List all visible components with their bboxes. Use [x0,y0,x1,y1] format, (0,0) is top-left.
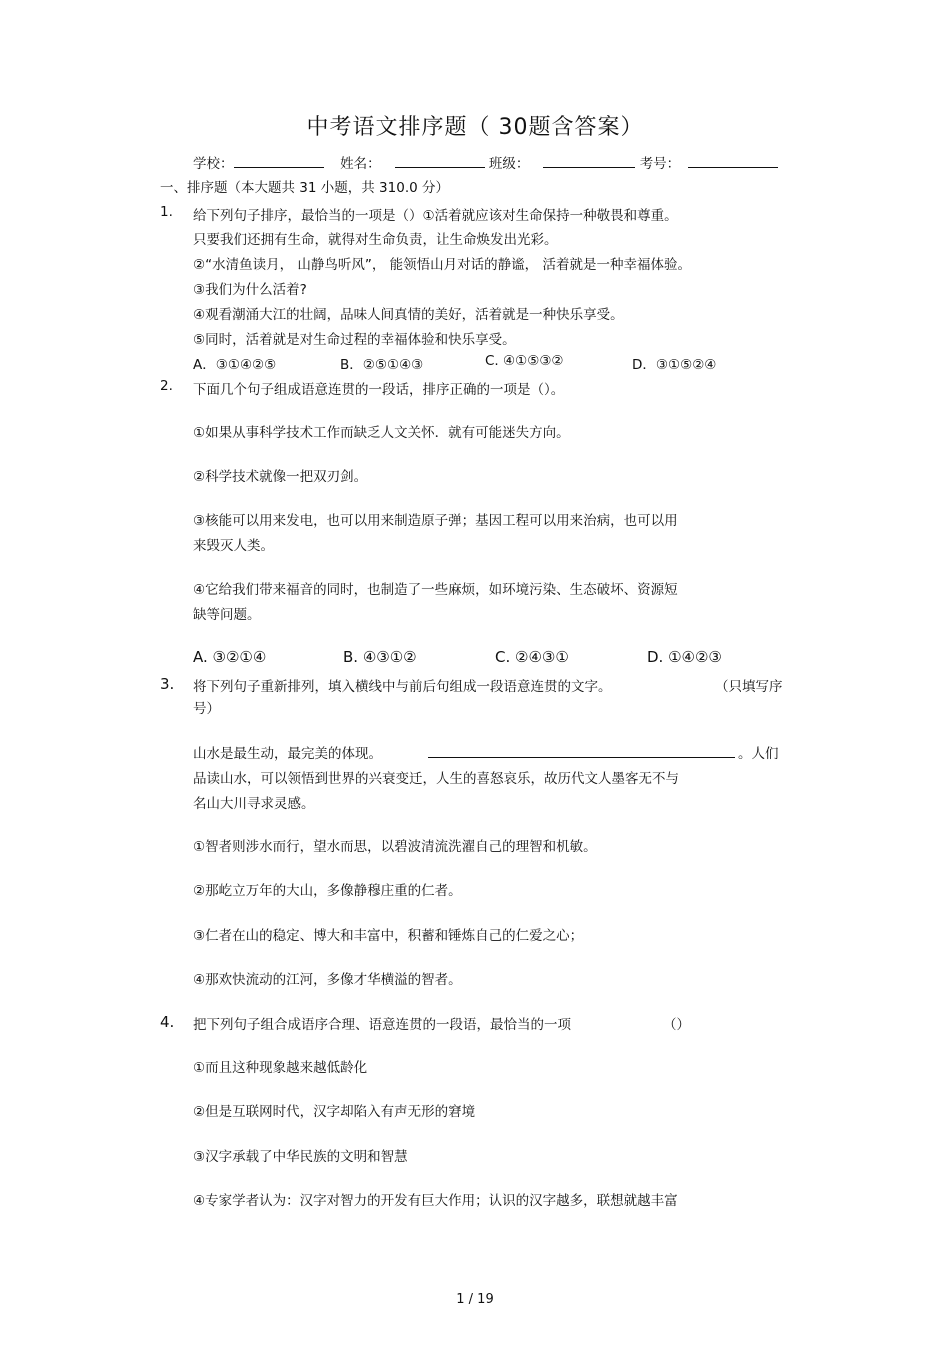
q3-passage-line-3: 名山大川寻求灵感。 [193,796,315,812]
q4-sentence-3: ③汉字承载了中华民族的文明和智慧 [193,1149,408,1165]
q1-option-d[interactable]: D．③①⑤②④ [632,357,717,373]
q3-sentence-4: ④那欢快流动的江河，多像才华横溢的智者。 [193,972,462,988]
q4-sentence-4: ④专家学者认为：汉字对智力的开发有巨大作用；认识的汉字越多，联想就越丰富 [193,1193,678,1209]
q3-stem-note: （只填写序 [715,679,783,695]
exam-no-label: 考号： [639,156,681,172]
q1-line-2: 只要我们还拥有生命，就得对生命负责，让生命焕发出光彩。 [193,232,558,248]
question-number-2: 2. [160,378,173,394]
q4-sentence-1: ①而且这种现象越来越低龄化 [193,1060,368,1076]
class-label: 班级： [488,156,530,172]
q2-sentence-3a: ③核能可以用来发电，也可以用来制造原子弹；基因工程可以用来治病，也可以用 [193,513,678,529]
q3-stem: 将下列句子重新排列，填入横线中与前后句组成一段语意连贯的文字。 [193,679,612,695]
q4-stem: 把下列句子组合成语序合理、语意连贯的一段语，最恰当的一项 [193,1017,571,1033]
q2-sentence-3b: 来毁灭人类。 [193,538,274,554]
q4-sentence-2: ②但是互联网时代，汉字却陷入有声无形的窘境 [193,1104,476,1120]
q2-option-a[interactable]: A. ③②①④ [193,648,267,666]
question-number-3: 3. [160,675,175,693]
q2-sentence-1: ①如果从事科学技术工作而缺乏人文关怀．就有可能迷失方向。 [193,425,570,441]
name-label: 姓名： [340,156,381,172]
q1-line-6: ⑤同时，活着就是对生命过程的幸福体验和快乐享受。 [193,332,516,348]
q3-passage-after-blank: 。人们 [738,746,779,762]
q2-stem: 下面几个句子组成语意连贯的一段话，排序正确的一项是（）。 [193,382,565,398]
page-number: 1 / 19 [456,1292,494,1307]
exam-no-blank[interactable] [688,153,778,168]
page-title: 中考语文排序题（ 30题含答案） [306,115,644,140]
school-label: 学校： [193,156,234,172]
section-heading: 一、排序题（本大题共 31 小题，共 310.0 分） [160,180,449,196]
q3-sentence-1: ①智者则涉水而行，望水而思，以碧波清流洗濯自己的理智和机敏。 [193,839,597,855]
class-blank[interactable] [543,153,635,168]
q4-answer-paren: （） [663,1017,690,1033]
q2-sentence-4a: ④它给我们带来福音的同时，也制造了一些麻烦，如环境污染、生态破坏、资源短 [193,582,678,598]
q3-answer-blank[interactable] [428,757,735,758]
q3-passage-line-2: 品读山水，可以领悟到世界的兴衰变迁，人生的喜怒哀乐，故历代文人墨客无不与 [193,771,679,787]
question-number-4: 4. [160,1013,175,1031]
q2-option-d[interactable]: D. ①④②③ [647,648,722,666]
q1-line-1: 给下列句子排序，最恰当的一项是（）①活着就应该对生命保持一种敬畏和尊重。 [193,208,678,224]
q1-line-5: ④观看潮涌大江的壮阔，品味人间真情的美好，活着就是一种快乐享受。 [193,307,624,323]
q3-sentence-2: ②那屹立万年的大山，多像静穆庄重的仁者。 [193,883,462,899]
q1-line-3: ②“水清鱼读月， 山静鸟听风”， 能领悟山月对话的静谧， 活着就是一种幸福体验。 [193,257,691,273]
q1-line-4: ③我们为什么活着? [193,282,307,298]
q3-sentence-3: ③仁者在山的稳定、博大和丰富中，积蓄和锤炼自己的仁爱之心； [193,928,584,944]
q2-sentence-4b: 缺等问题。 [193,607,261,623]
q3-stem-cont: 号） [193,701,220,717]
name-blank[interactable] [395,153,485,168]
question-number-1: 1. [160,204,173,220]
q1-option-b[interactable]: B．②⑤①④③ [340,357,424,373]
q2-sentence-2: ②科学技术就像一把双刃剑。 [193,469,368,485]
exam-info-header [193,152,778,172]
school-blank[interactable] [234,153,324,168]
q2-option-b[interactable]: B. ④③①② [343,648,417,666]
q1-option-a[interactable]: A．③①④②⑤ [193,357,277,373]
q2-option-c[interactable]: C. ②④③① [495,648,569,666]
q1-option-c[interactable]: C. ④①⑤③② [485,353,564,369]
q3-passage-start: 山水是最生动，最完美的体现。 [193,746,382,762]
